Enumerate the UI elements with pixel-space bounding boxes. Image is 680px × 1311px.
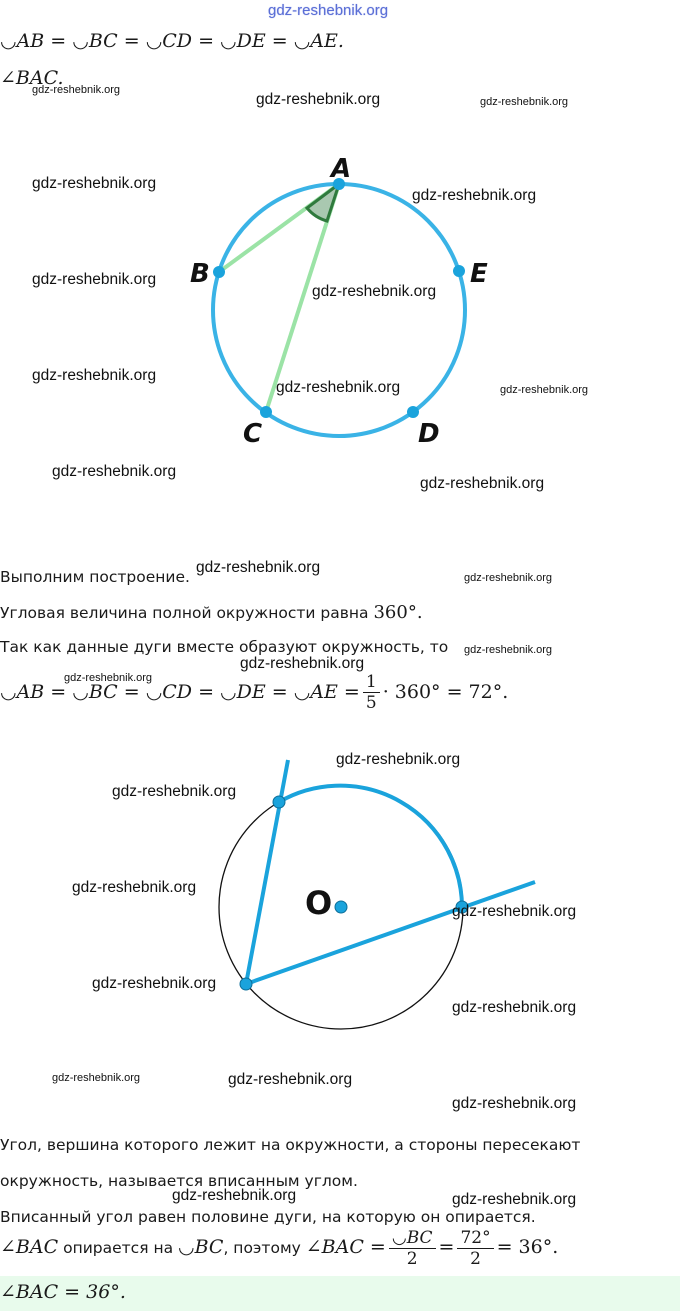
line8-fraction-2 <box>457 1228 493 1269</box>
line8-frac2-den: 2 <box>470 1249 481 1269</box>
watermark: gdz-reshebnik.org <box>32 84 121 96</box>
line8-frac1-den: 2 <box>406 1249 418 1269</box>
watermark: gdz-reshebnik.org <box>452 903 577 920</box>
line2-value: 360°. <box>373 602 423 623</box>
solution-line-3: Так как данные дуги вместе образуют окружность, то <box>0 638 449 656</box>
line8-arc: ◡BC <box>178 1236 224 1258</box>
watermark: gdz-reshebnik.org <box>452 1095 577 1112</box>
watermark: gdz-reshebnik.org <box>420 475 545 492</box>
label-o: O <box>305 884 333 922</box>
watermark: gdz-reshebnik.org <box>452 1191 577 1208</box>
label-c: C <box>243 419 263 449</box>
watermark: gdz-reshebnik.org <box>32 271 157 288</box>
line8-frac2-num: 72° <box>457 1228 493 1249</box>
watermark: gdz-reshebnik.org <box>172 1187 297 1204</box>
ray-upper <box>246 760 288 984</box>
line8-text1: опирается на <box>58 1239 179 1257</box>
point-center <box>335 901 347 913</box>
watermark: gdz-reshebnik.org <box>64 672 153 684</box>
label-b: B <box>190 259 210 289</box>
watermark: gdz-reshebnik.org <box>336 751 461 768</box>
point-c <box>260 406 272 418</box>
label-d: D <box>418 419 440 449</box>
given-find-angle: ∠BAC. <box>0 67 64 89</box>
solution-line-8: ∠BAC опирается на ◡BC, поэтому ∠BAC = $\frac{◡BC}{2}$ = $\frac{72^\circ}{2}$ = 36°. <box>0 1228 559 1269</box>
watermark: gdz-reshebnik.org <box>276 379 401 396</box>
solution-line-1: Выполним построение. <box>0 568 190 586</box>
label-e: E <box>470 259 488 289</box>
point-vertex <box>240 978 252 990</box>
figure1-circle <box>213 184 465 436</box>
line4-frac-den: 5 <box>365 693 377 713</box>
point-d <box>407 406 419 418</box>
header-watermark: gdz-reshebnik.org <box>268 2 389 19</box>
watermark: gdz-reshebnik.org <box>256 91 381 108</box>
line4-right: · 360° = 72°. <box>382 681 509 703</box>
ray-lower <box>246 882 535 984</box>
watermark: gdz-reshebnik.org <box>32 367 157 384</box>
line4-frac-num: 1 <box>363 672 380 693</box>
watermark: gdz-reshebnik.org <box>52 463 177 480</box>
watermark: gdz-reshebnik.org <box>196 559 321 576</box>
solution-line-2 <box>0 602 423 623</box>
line4-left: ◡AB = ◡BC = ◡CD = ◡DE = ◡AE = <box>0 681 360 703</box>
figure-circle-pentagon <box>0 0 680 520</box>
line4-fraction <box>363 672 380 713</box>
line8-angle: ∠BAC <box>0 1236 59 1258</box>
answer-box <box>0 1276 680 1311</box>
watermark: gdz-reshebnik.org <box>112 783 237 800</box>
watermark: gdz-reshebnik.org <box>452 999 577 1016</box>
answer-text: ∠BAC = 36°. <box>0 1281 126 1303</box>
watermark: gdz-reshebnik.org <box>480 96 569 108</box>
watermark: gdz-reshebnik.org <box>412 187 537 204</box>
watermark: gdz-reshebnik.org <box>464 572 553 584</box>
line8-fraction-1 <box>389 1228 436 1269</box>
watermark: gdz-reshebnik.org <box>92 975 217 992</box>
watermark: gdz-reshebnik.org <box>464 644 553 656</box>
point-upper <box>273 796 285 808</box>
given-arcs-equal: ◡AB = ◡BC = ◡CD = ◡DE = ◡AE. <box>0 30 344 52</box>
line8-result: = 36°. <box>496 1236 559 1258</box>
label-a: A <box>331 154 352 184</box>
line2-text: Угловая величина полной окружности равна <box>0 604 374 622</box>
watermark: gdz-reshebnik.org <box>228 1071 353 1088</box>
line8-eq: ∠BAC = <box>305 1236 386 1258</box>
watermark: gdz-reshebnik.org <box>72 879 197 896</box>
line8-text2: , поэтому <box>223 1239 306 1257</box>
point-b <box>213 266 225 278</box>
solution-line-5: Угол, вершина которого лежит на окружности, а стороны пересекают <box>0 1136 581 1154</box>
watermark: gdz-reshebnik.org <box>312 283 437 300</box>
watermark: gdz-reshebnik.org <box>52 1072 141 1084</box>
watermark: gdz-reshebnik.org <box>500 384 589 396</box>
solution-line-7: Вписанный угол равен половине дуги, на которую он опирается. <box>0 1208 536 1226</box>
point-e <box>453 265 465 277</box>
watermark: gdz-reshebnik.org <box>240 655 365 672</box>
watermark: gdz-reshebnik.org <box>32 175 157 192</box>
line8-frac1-num: ◡BC <box>389 1228 436 1249</box>
solution-line-6: окружность, называется вписанным углом. <box>0 1172 358 1190</box>
